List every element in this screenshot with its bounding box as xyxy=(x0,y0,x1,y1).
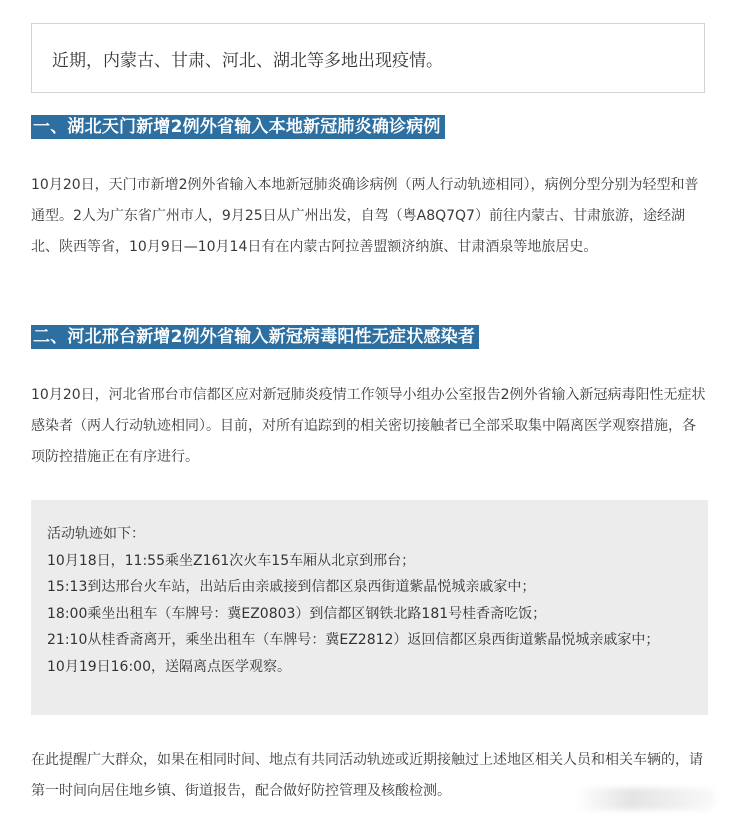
section-paragraph-hebei: 10月20日，河北省邢台市信都区应对新冠肺炎疫情工作领导小组办公室报告2例外省输入新冠病毒阳性无症状感染者（两人行动轨迹相同）。目前，对所有追踪到的相关密切接触者已全部采取集中隔离医学观察措施，各项防控措施正在有序进行。 xyxy=(31,387,706,465)
blurred-watermark xyxy=(575,788,715,810)
intro-text: 近期，内蒙古、甘肃、河北、湖北等多地出现疫情。 xyxy=(52,50,443,71)
section-heading-hebei: 二、河北邢台新增2例外省输入新冠病毒阳性无症状感染者 xyxy=(31,325,479,349)
section-paragraph-hubei: 10月20日，天门市新增2例外省输入本地新冠肺炎确诊病例（两人行动轨迹相同），病例分型分别为轻型和普通型。2人为广东省广州市人，9月25日从广州出发，自驾（粤A8Q7Q7）前往内蒙古、甘肃旅游，途经湖北、陕西等省，10月9日—10月14日有在内蒙古阿拉善盟额济纳旗、甘肃酒泉等地旅居史。 xyxy=(31,177,699,255)
section-heading-hubei: 一、湖北天门新增2例外省输入本地新冠肺炎确诊病例 xyxy=(31,115,445,139)
track-line-2: 15:13到达邢台火车站，出站后由亲戚接到信都区泉西街道紫晶悦城亲戚家中； xyxy=(47,579,536,595)
track-line-3: 18:00乘坐出租车（车牌号：冀EZ0803）到信都区钢铁北路181号桂香斋吃饭； xyxy=(47,605,547,622)
intro-box xyxy=(31,23,705,93)
reminder-paragraph: 在此提醒广大群众，如果在相同时间、地点有共同活动轨迹或近期接触过上述地区相关人员和相关车辆的，请第一时间向居住地乡镇、街道报告，配合做好防控管理及核酸检测。 xyxy=(31,752,703,799)
track-title: 活动轨迹如下： xyxy=(47,526,145,542)
track-line-1: 10月18日，11:55乘坐Z161次火车15车厢从北京到邢台； xyxy=(47,552,416,569)
activity-track-box xyxy=(31,500,708,715)
track-line-4: 21:10从桂香斋离开，乘坐出租车（车牌号：冀EZ2812）返回信都区泉西街道紫晶悦城亲戚家中； xyxy=(47,632,660,648)
track-line-5: 10月19日16:00，送隔离点医学观察。 xyxy=(47,658,291,675)
